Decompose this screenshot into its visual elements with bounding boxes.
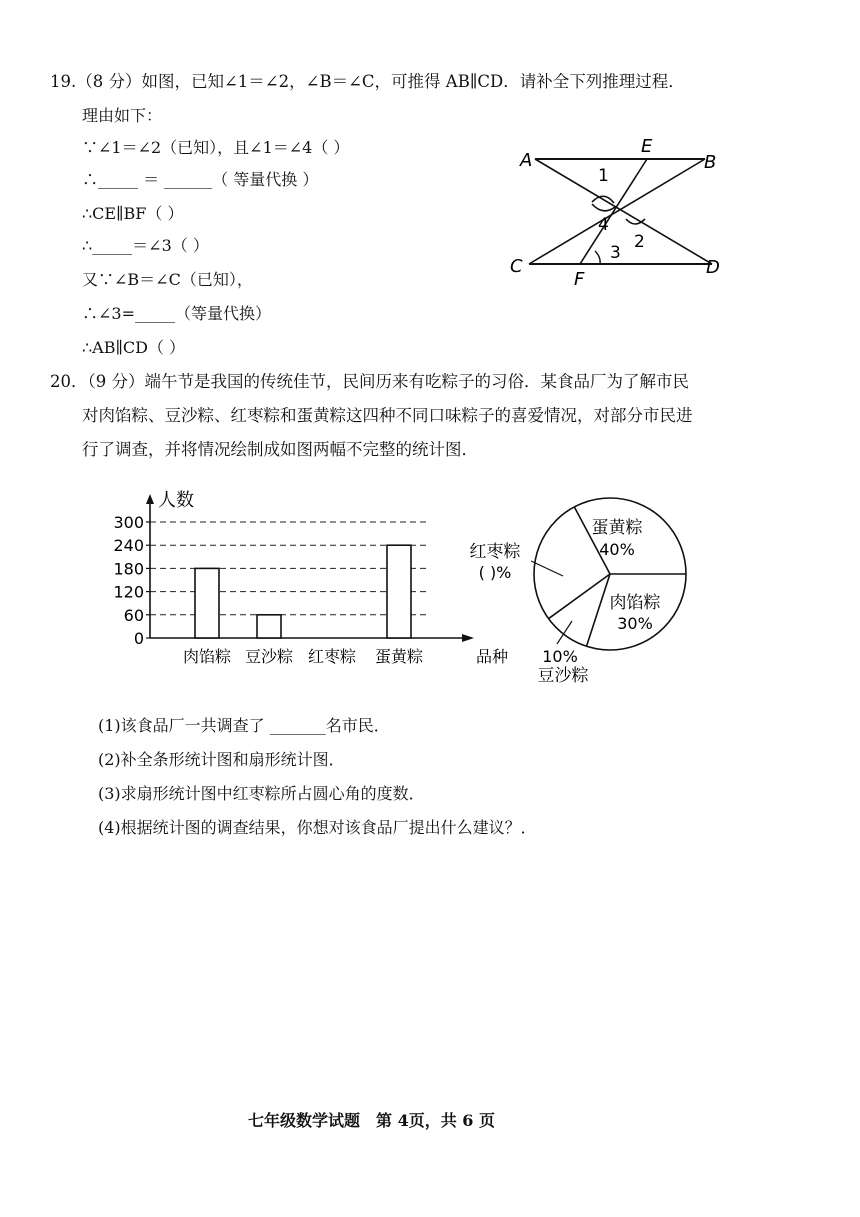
q20-question-3: (3)求扇形统计图中红枣粽所占圆心角的度数． (98, 784, 425, 803)
label-angle3: 3 (610, 243, 621, 263)
label-e: E (641, 136, 653, 157)
bar-chart (100, 484, 509, 674)
label-b: B (704, 152, 717, 173)
y-tick-label: 300 (113, 513, 144, 532)
bar (387, 545, 411, 638)
q19-step-6: ∴∠3=_____（等量代换） (82, 304, 271, 323)
q20-question-2: (2)补全条形统计图和扇形统计图． (98, 750, 345, 769)
label-c: C (510, 256, 523, 277)
label-a: A (520, 150, 533, 171)
y-tick-label: 120 (113, 582, 144, 602)
slice-label-dousha: 豆沙粽 (537, 666, 589, 686)
q19-step-5: 又∵∠B＝∠C（已知）， (82, 270, 253, 289)
geometry-figure (500, 130, 740, 290)
q19-step-4: ∴_____＝∠3（ ） (82, 236, 209, 255)
x-tick-label: 肉馅粽 (182, 647, 232, 666)
y-tick-label: 0 (133, 629, 144, 648)
slice-label-rouxian: 肉馅粽 (609, 593, 661, 613)
q20-header-line3: 行了调查，并将情况绘制成如图两幅不完整的统计图． (82, 440, 478, 459)
y-tick-label: 60 (123, 605, 144, 625)
x-tick-label: 豆沙粽 (244, 647, 294, 666)
q20-header-line2: 对肉馅粽、豆沙粽、红枣粽和蛋黄粽这四种不同口味粽子的喜爱情况，对部分市民进 (82, 406, 693, 425)
y-tick-label: 180 (113, 559, 144, 579)
x-axis-label: 品种 (476, 647, 509, 666)
x-tick-label: 红枣粽 (307, 647, 357, 666)
label-angle4: 4 (598, 215, 609, 235)
y-axis-label: 人数 (158, 490, 194, 511)
slice-value-rouxian: 30% (617, 614, 653, 633)
q19-step-1: ∵∠1＝∠2（已知），且∠1＝∠4（ ） (82, 138, 350, 157)
x-tick-label: 蛋黄粽 (374, 647, 424, 666)
bar (195, 568, 219, 638)
label-angle1: 1 (598, 166, 609, 186)
slice-label-danhuang: 蛋黄粽 (591, 518, 643, 538)
slice-value-hongzao: ( )% (478, 563, 512, 582)
slice-label-hongzao: 红枣粽 (469, 542, 521, 562)
label-d: D (706, 257, 720, 278)
q20-question-4: (4)根据统计图的调查结果，你想对该食品厂提出什么建议？． (98, 818, 537, 837)
slice-value-danhuang: 40% (599, 540, 635, 559)
label-f: F (574, 269, 585, 290)
label-angle2: 2 (634, 232, 645, 252)
line-ad (535, 159, 712, 264)
pie-chart (455, 495, 700, 695)
q20-header-line1: 20．（9 分）端午节是我国的传统佳节，民间历来有吃粽子的习俗．某食品厂为了解市民 (50, 372, 689, 391)
y-tick-label: 240 (113, 536, 144, 556)
q19-step-7: ∴AB∥CD（ ） (82, 338, 186, 357)
q19-step-3: ∴CE∥BF（ ） (82, 204, 184, 223)
q19-reason-title: 理由如下： (82, 106, 163, 125)
y-axis-arrow (146, 494, 154, 504)
bar (257, 615, 281, 638)
page-footer: 七年级数学试题 第 4页，共 6 页 (248, 1111, 495, 1130)
q19-header: 19.（8 分）如图，已知∠1＝∠2，∠B＝∠C，可推得 AB∥CD．请补全下列推理过程． (50, 72, 685, 91)
slice-value-dousha: 10% (542, 647, 578, 666)
q19-step-2: ∴_____ ＝ ______（ 等量代换 ） (82, 170, 319, 189)
q20-question-1: (1)该食品厂一共调查了 _______名市民． (98, 716, 390, 735)
angle3-arc (595, 251, 600, 264)
